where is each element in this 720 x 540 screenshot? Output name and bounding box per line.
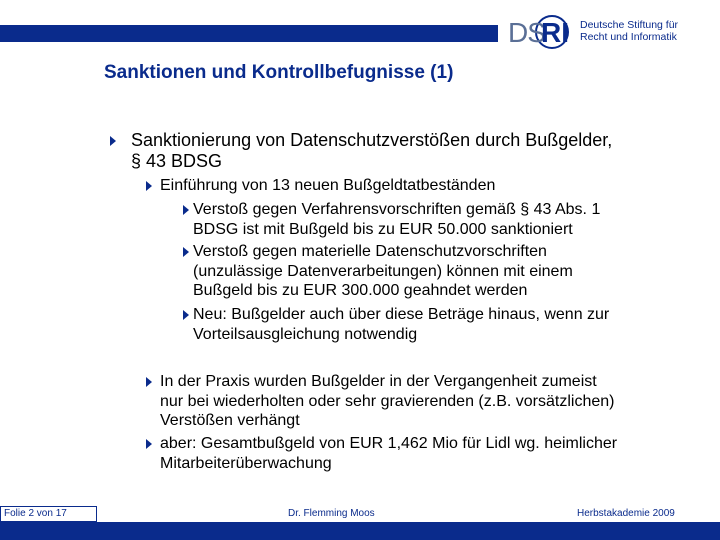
logo-caption-line2: Recht und Informatik: [580, 31, 677, 43]
bullet-text-line: Einführung von 13 neuen Bußgeldtatbeständen: [160, 177, 496, 194]
bullet-arrow-icon: [146, 439, 152, 449]
slide-counter: Folie 2 von 17: [0, 506, 97, 522]
bullet-text-line: Vorteilsausgleichung notwendig: [193, 325, 418, 343]
bullet-text-line: Mitarbeiterüberwachung: [160, 454, 332, 472]
bullet-text-line: (unzulässige Datenverarbeitungen) können mit einem: [193, 262, 573, 280]
bullet-text-line: Verstoß gegen Verfahrensvorschriften gemäß § 43 Abs. 1: [193, 201, 601, 218]
bullet-text-line: nur bei wiederholten oder sehr gravierenden (z.B. vorsätzlichen): [160, 392, 615, 410]
bullet-text-line: Neu: Bußgelder auch über diese Beträge hinaus, wenn zur: [193, 306, 610, 323]
logo-ds: DS: [508, 17, 545, 48]
logo-caption-line1: Deutsche Stiftung für: [580, 19, 679, 31]
bullet-arrow-icon: [110, 136, 116, 146]
dsri-logo: [505, 12, 715, 54]
footer-bar: [0, 522, 720, 540]
slide-title: Sanktionen und Kontrollbefugnisse (1): [104, 62, 454, 83]
bullet-arrow-icon: [183, 205, 189, 215]
logo-ri: RI: [541, 17, 569, 48]
bullet-text-line: In der Praxis wurden Bußgelder in der Vergangenheit zumeist: [160, 373, 597, 390]
bullet-arrow-icon: [183, 247, 189, 257]
bullet-text-line: Bußgeld bis zu EUR 300.000 geahndet werden: [193, 282, 528, 299]
header-bar: [0, 25, 498, 42]
footer-event: Herbstakademie 2009: [577, 508, 675, 519]
logo-caption: [580, 19, 720, 43]
bullet-arrow-icon: [146, 181, 152, 191]
bullet-arrow-icon: [146, 377, 152, 387]
bullet-text-line: Verstoß gegen materielle Datenschutzvorschriften: [193, 243, 547, 260]
bullet-text-line: BDSG ist mit Bußgeld bis zu EUR 50.000 sanktioniert: [193, 220, 573, 238]
bullet-text-line: Sanktionierung von Datenschutzverstößen durch Bußgelder,: [131, 130, 613, 150]
bullet-arrow-icon: [183, 310, 189, 320]
bullet-text-line: Verstößen verhängt: [160, 412, 300, 429]
bullet-text-line: aber: Gesamtbußgeld von EUR 1,462 Mio für Lidl wg. heimlicher: [160, 435, 618, 452]
bullet-text-line: § 43 BDSG: [131, 151, 223, 171]
footer-author: Dr. Flemming Moos: [288, 508, 375, 519]
